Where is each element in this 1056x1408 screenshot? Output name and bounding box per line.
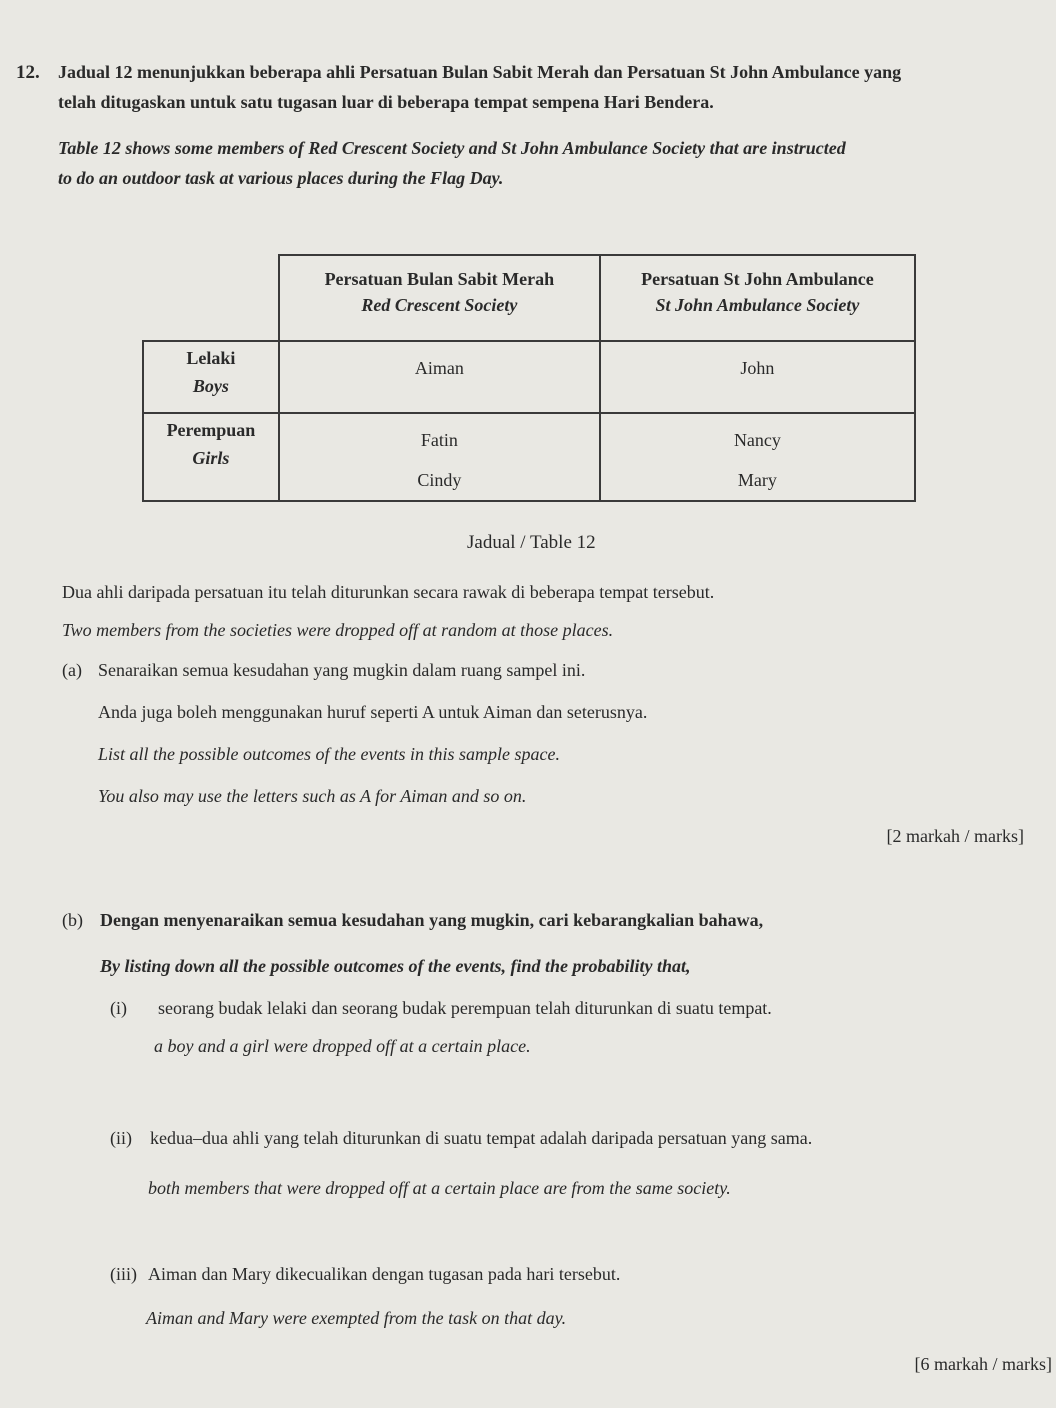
part-b-ii-label: (ii) bbox=[110, 1128, 132, 1148]
part-b-i-label: (i) bbox=[110, 998, 127, 1018]
col2-en: St John Ambulance Society bbox=[655, 295, 860, 315]
part-a-marks: [2 markah / marks] bbox=[886, 826, 1024, 846]
part-b-ms: Dengan menyenaraikan semua kesudahan yang mugkin, cari kebarangkalian bahawa, bbox=[100, 910, 764, 930]
part-b-i-ms: seorang budak lelaki dan seorang budak perempuan telah diturunkan di suatu tempat. bbox=[158, 998, 772, 1018]
part-b-iii-label: (iii) bbox=[110, 1264, 137, 1284]
part-b-ii-en: both members that were dropped off at a certain place are from the same society. bbox=[148, 1178, 731, 1198]
cell-girls-st-john bbox=[600, 413, 915, 501]
intro-en-line2: to do an outdoor task at various places during the Flag Day. bbox=[58, 168, 504, 188]
col-header-red-crescent bbox=[279, 255, 600, 341]
row2-ms: Perempuan bbox=[166, 420, 256, 440]
row2-en: Girls bbox=[192, 448, 230, 468]
part-b-iii-ms: Aiman dan Mary dikecualikan dengan tugasan pada hari tersebut. bbox=[148, 1264, 621, 1284]
cell-aiman: Aiman bbox=[279, 341, 600, 413]
part-b-label: (b) bbox=[62, 910, 83, 930]
body-p1-ms: Dua ahli daripada persatuan itu telah diturunkan secara rawak di beberapa tempat tersebut. bbox=[62, 582, 715, 602]
part-b-i-en: a boy and a girl were dropped off at a certain place. bbox=[154, 1036, 531, 1056]
cell-girls-red-crescent bbox=[279, 413, 600, 501]
intro-en-line1: Table 12 shows some members of Red Crescent Society and St John Ambulance Society that are instructed bbox=[58, 138, 846, 158]
cell-john: John bbox=[600, 341, 915, 413]
table-caption: Jadual / Table 12 bbox=[467, 532, 596, 553]
col1-en: Red Crescent Society bbox=[361, 295, 518, 315]
part-b-marks: [6 markah / marks] bbox=[914, 1354, 1052, 1374]
cell-nancy: Nancy bbox=[733, 430, 781, 450]
row-header-boys bbox=[143, 341, 279, 413]
col-header-st-john bbox=[600, 255, 915, 341]
question-number: 12. bbox=[16, 62, 40, 83]
members-table bbox=[142, 254, 916, 502]
row1-en: Boys bbox=[192, 376, 229, 396]
table-corner-blank bbox=[143, 255, 279, 341]
part-a-ms-line1: Senaraikan semua kesudahan yang mugkin dalam ruang sampel ini. bbox=[98, 660, 586, 680]
row-header-girls bbox=[143, 413, 279, 501]
cell-fatin: Fatin bbox=[420, 430, 458, 450]
col1-ms: Persatuan Bulan Sabit Merah bbox=[324, 269, 555, 289]
cell-cindy: Cindy bbox=[417, 470, 462, 490]
part-a-label: (a) bbox=[62, 660, 82, 680]
intro-ms-line2: telah ditugaskan untuk satu tugasan luar di beberapa tempat sempena Hari Bendera. bbox=[58, 92, 714, 112]
part-b-iii-en: Aiman and Mary were exempted from the task on that day. bbox=[146, 1308, 567, 1328]
part-a-en-line1: List all the possible outcomes of the events in this sample space. bbox=[98, 744, 560, 764]
body-p1-en: Two members from the societies were dropped off at random at those places. bbox=[62, 620, 614, 640]
cell-mary: Mary bbox=[737, 470, 777, 490]
part-b-ii-ms: kedua–dua ahli yang telah diturunkan di suatu tempat adalah daripada persatuan yang sama. bbox=[150, 1128, 813, 1148]
col2-ms: Persatuan St John Ambulance bbox=[641, 269, 874, 289]
part-b-en: By listing down all the possible outcomes of the events, find the probability that, bbox=[100, 956, 691, 976]
part-a-en-line2: You also may use the letters such as A for Aiman and so on. bbox=[98, 786, 527, 806]
row1-ms: Lelaki bbox=[186, 348, 236, 368]
part-a-ms-line2: Anda juga boleh menggunakan huruf seperti A untuk Aiman dan seterusnya. bbox=[98, 702, 648, 722]
intro-ms-line1: Jadual 12 menunjukkan beberapa ahli Persatuan Bulan Sabit Merah dan Persatuan St John Ambulance yang bbox=[58, 62, 902, 82]
